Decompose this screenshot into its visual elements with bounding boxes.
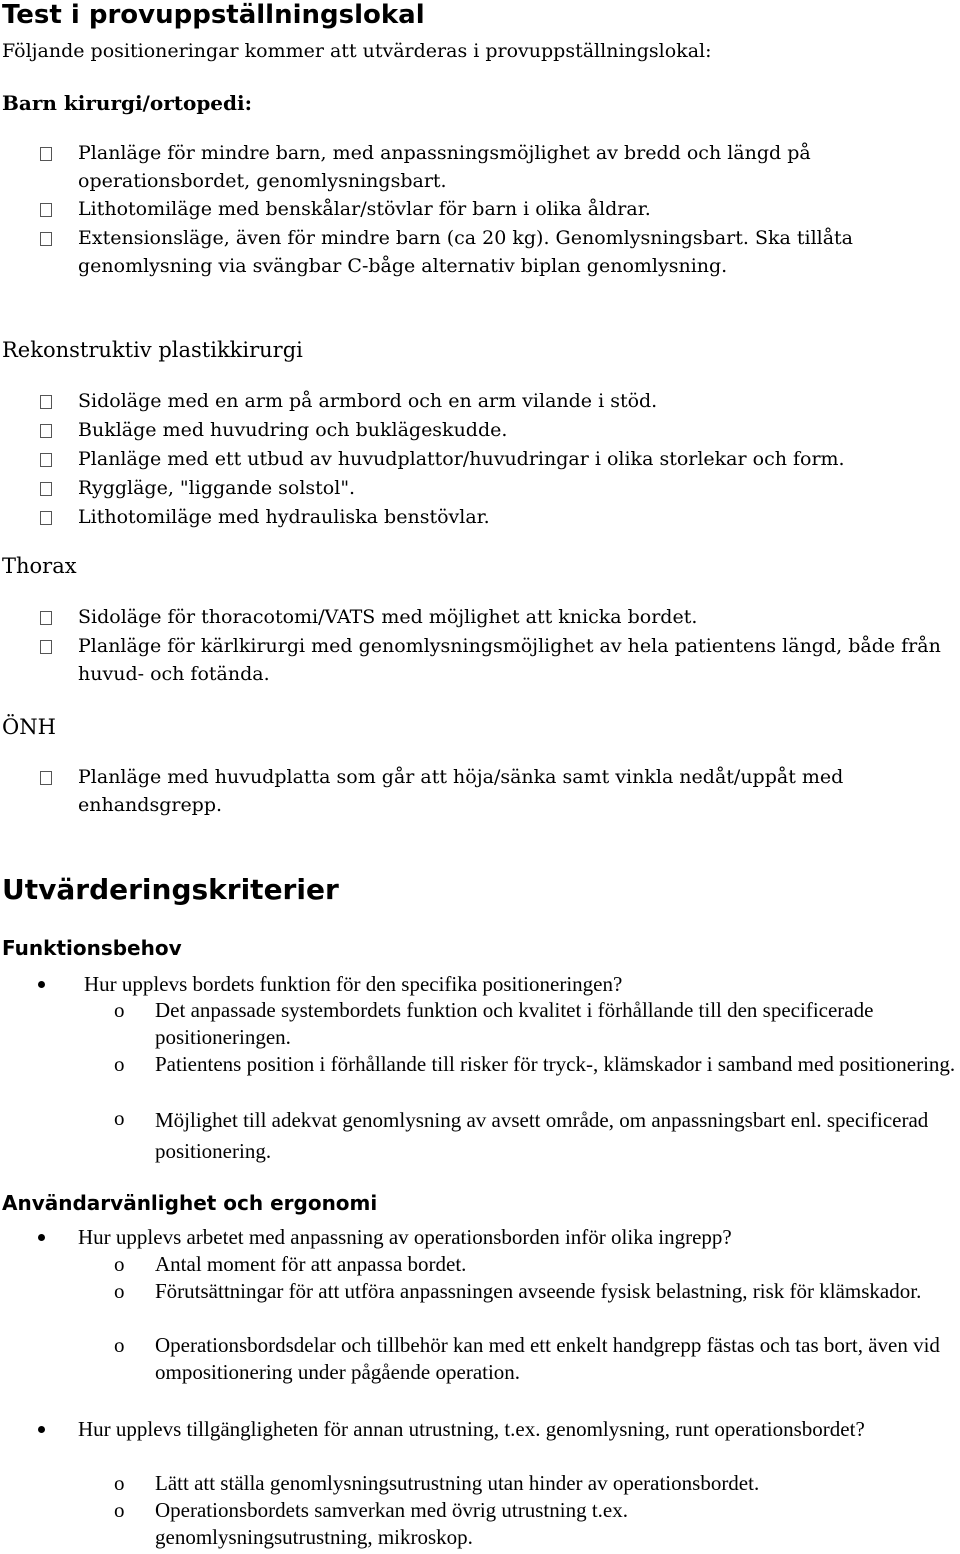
bullet-box-icon xyxy=(40,203,52,217)
criteria-title: Utvärderingskriterier xyxy=(2,873,339,906)
bullet-dot-icon xyxy=(38,1234,45,1241)
bullet-box-icon xyxy=(40,395,52,409)
bullet-box-icon xyxy=(40,611,52,625)
bullet-box-icon xyxy=(40,482,52,496)
section-heading-barn: Barn kirurgi/ortopedi: xyxy=(2,91,252,115)
intro-text: Följande positioneringar kommer att utvärderas i provuppställningslokal: xyxy=(2,40,712,62)
sub-bullet-icon: o xyxy=(114,1279,125,1303)
bullet-box-icon xyxy=(40,771,52,785)
sub-bullet-icon: o xyxy=(114,1471,125,1495)
sub-bullet-icon: o xyxy=(114,1333,125,1357)
bullet-dot-icon xyxy=(38,1426,45,1433)
sub-bullet-icon: o xyxy=(114,1498,125,1522)
section-heading-onh: ÖNH xyxy=(2,715,56,739)
bullet-box-icon xyxy=(40,453,52,467)
bullet-box-icon xyxy=(40,232,52,246)
bullet-dot-icon xyxy=(38,981,45,988)
section-heading-thorax: Thorax xyxy=(2,554,77,578)
criteria-heading-funktionsbehov: Funktionsbehov xyxy=(2,936,182,960)
document-page: Test i provuppställningslokal Följande positioneringar kommer att utvärderas i provuppställningslokal: Barn kirurgi/ortopedi: Planläge för mindre barn, med anpassningsmöjlighet av bredd och längd på operationsbordet, genomlysningsbart. Lithotomiläge med benskålar/stövlar för barn i olika åldrar. Extensionsläge, även för mindre barn (ca 20 kg). Genomlysningsbart. Ska tillåta genomlysning via svängbar C-båge alternativ biplan genomlysning. Rekonstruktiv plastikkirurgi Sidoläge med en arm på armbord och en arm vilande i stöd. Bukläge med huvudring och buklägeskudde. Planläge med ett utbud av huvudplattor/huvudringar i olika storlekar och form. Ryggläge, "liggande solstol". Lithotomiläge med hydrauliska benstövlar. Thorax Sidoläge för thoracotomi/VATS med möjlighet att knicka bordet. Planläge för kärlkirurgi med genomlysningsmöjlighet av hela patientens längd, både från huvud- och fotända. ÖNH Planläge med huvudplatta som går att höja/sänka samt vinkla nedåt/uppåt med enhandsgrepp. Utvärderingskriterier Funktionsbehov Hur upplevs bordets funktion för den specifika positioneringen? o Det anpassade systembordets funktion och kvalitet i förhållande till den specificerade positioneringen. o Patientens position i förhållande till risker för tryck-, klämskador i samband med positionering. o Möjlighet till adekvat genomlysning av avsett område, om anpassningsbart enl. specificerad positionering. Användarvänlighet och ergonomi Hur upplevs arbetet med anpassning av operationsborden inför olika ingrepp? o Antal moment för att anpassa bordet. o Förutsättningar för att utföra anpassningen avseende fysisk belastning, risk för klämskador. o Operationsbordsdelar och tillbehör kan med ett enkelt handgrepp fästas och tas bort, även vid ompositionering under pågående operation. Hur upplevs tillgängligheten för annan utrustning, t.ex. genomlysning, runt operationsbordet? o Lätt att ställa genomlysningsutrustning utan hinder av operationsbordet. o Operationsbordets samverkan med övrig utrustning t.ex. genomlysningsutrustning, mikroskop. xyxy=(2,0,956,1549)
bullet-box-icon xyxy=(40,511,52,525)
sub-bullet-icon: o xyxy=(114,998,125,1022)
sub-bullet-icon: o xyxy=(114,1052,125,1076)
bullet-box-icon xyxy=(40,640,52,654)
section-heading-rekonstruktiv: Rekonstruktiv plastikkirurgi xyxy=(2,338,303,362)
page-title: Test i provuppställningslokal xyxy=(2,0,425,30)
criteria-heading-anvandarvanlighet: Användarvänlighet och ergonomi xyxy=(2,1191,378,1215)
bullet-box-icon xyxy=(40,147,52,161)
sub-bullet-icon: o xyxy=(114,1252,125,1276)
sub-bullet-icon: o xyxy=(114,1106,125,1130)
bullet-box-icon xyxy=(40,424,52,438)
